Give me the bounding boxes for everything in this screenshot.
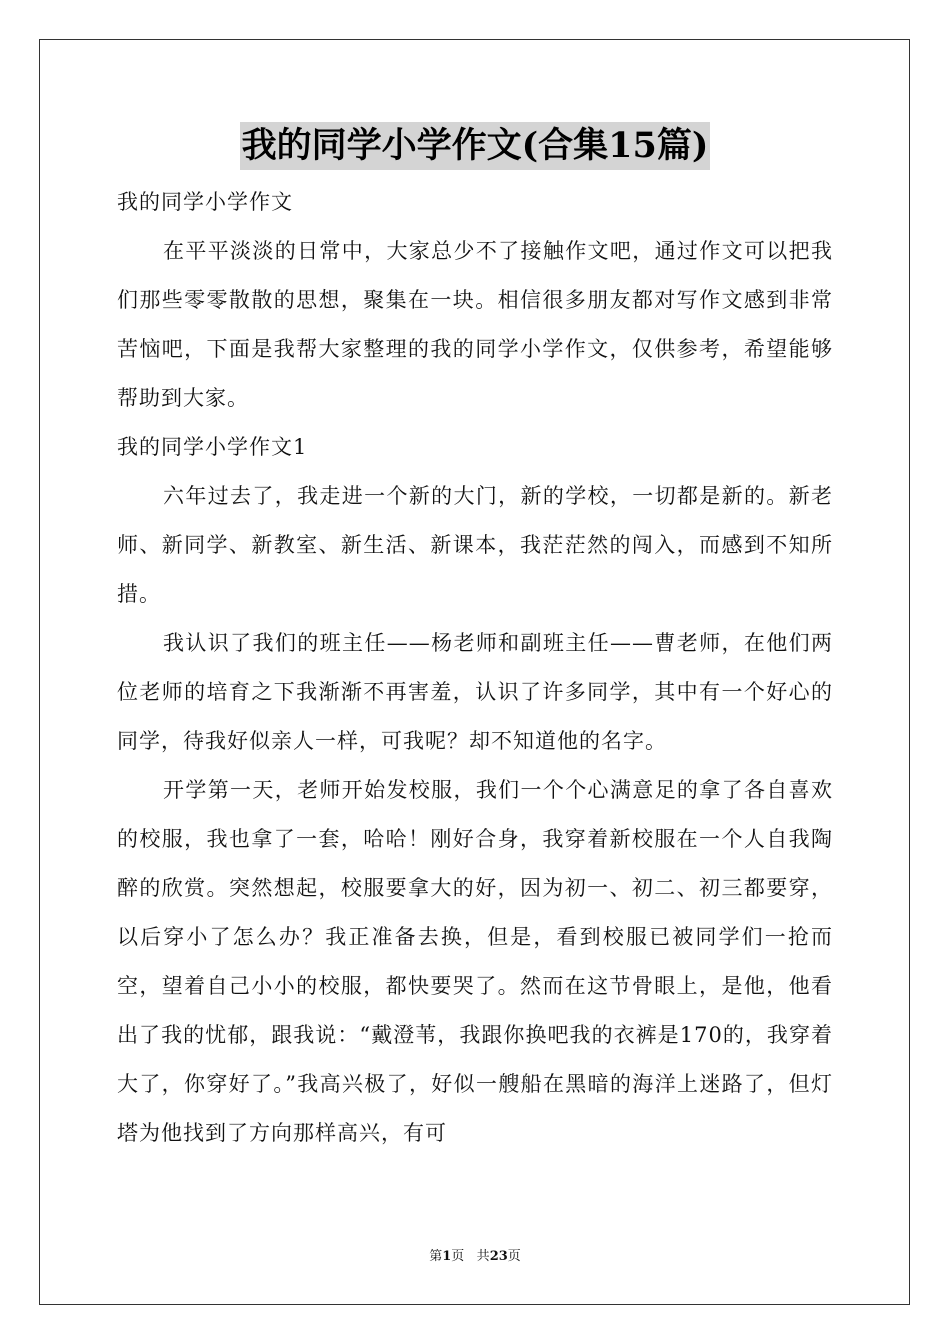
page-prefix: 第	[429, 1249, 443, 1264]
total-pages: 23	[489, 1249, 508, 1264]
total-suffix: 页	[507, 1249, 521, 1264]
page-footer	[0, 1245, 950, 1264]
page-suffix: 页	[451, 1249, 465, 1264]
body-paragraph: 在平平淡淡的日常中，大家总少不了接触作文吧，通过作文可以把我们那些零零散散的思想，聚集在一块。相信很多朋友都对写作文感到非常苦恼吧，下面是我帮大家整理的我的同学小学作文，仅供参考，希望能够帮助到大家。	[117, 239, 833, 410]
body-paragraph: 开学第一天，老师开始发校服，我们一个个心满意足的拿了各自喜欢的校服，我也拿了一套，哈哈！刚好合身，我穿着新校服在一个人自我陶醉的欣赏。突然想起，校服要拿大的好，因为初一、初二、初三都要穿，以后穿小了怎么办？我正准备去换，但是，看到校服已被同学们一抢而空，望着自己小小的校服，都快要哭了。然而在这节骨眼上，是他，他看出了我的忧郁，跟我说：“戴澄苇，我跟你换吧我的衣裤是170的，我穿着大了，你穿好了。”我高兴极了，好似一艘船在黑暗的海洋上迷路了，但灯塔为他找到了方向那样高兴，有可	[117, 778, 833, 1145]
title-container	[0, 122, 950, 170]
body-paragraph: 六年过去了，我走进一个新的大门，新的学校，一切都是新的。新老师、新同学、新教室、新生活、新课本，我茫茫然的闯入，而感到不知所措。	[117, 484, 833, 606]
total-prefix: 共	[476, 1249, 490, 1264]
body-paragraph: 我认识了我们的班主任——杨老师和副班主任——曹老师，在他们两位老师的培育之下我渐渐不再害羞，认识了许多同学，其中有一个好心的同学，待我好似亲人一样，可我呢？却不知道他的名字。	[117, 631, 833, 753]
document-title: 我的同学小学作文(合集15篇)	[240, 122, 711, 170]
document-body	[117, 178, 833, 1158]
section-heading: 我的同学小学作文	[117, 190, 293, 214]
page-number: 1	[442, 1249, 452, 1264]
section-heading: 我的同学小学作文1	[117, 435, 308, 459]
